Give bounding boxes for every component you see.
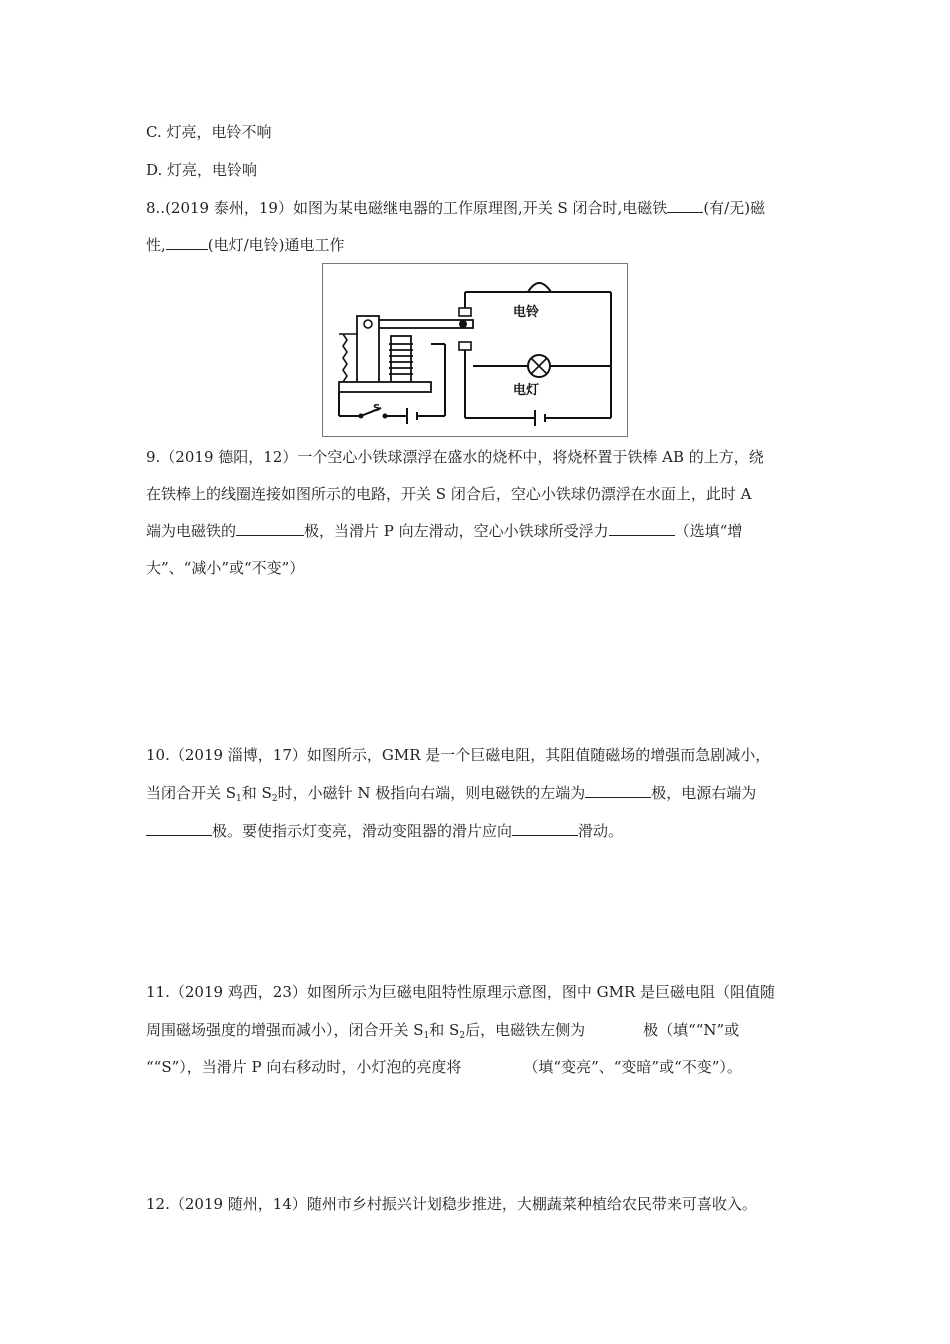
q10-text: 极。要使指示灯变亮，滑动变阻器的滑片应向 xyxy=(212,822,513,840)
relay-circuit-figure xyxy=(322,263,628,437)
q11-line1: 11.（2019 鸡西，23）如图所示为巨磁电阻特性原理示意图，图中 GMR 是巨磁电阻（阻值随 xyxy=(146,983,776,1001)
q10-text: 滑动。 xyxy=(578,822,624,840)
q10-text: 时，小磁针 N 极指向右端，则电磁铁的左端为 xyxy=(277,784,586,802)
bell-label: 电铃 xyxy=(513,305,540,320)
q10-text: 当闭合开关 S xyxy=(146,784,237,802)
q8-line2 xyxy=(146,235,345,255)
q8-blank-1[interactable] xyxy=(667,198,703,213)
q10-blank-2[interactable] xyxy=(146,821,212,836)
q11-text: ““S”），当滑片 P 向右移动时，小灯泡的亮度将 xyxy=(146,1058,462,1076)
q11-text: 后，电磁铁左侧为 xyxy=(465,1021,586,1039)
q12-line1: 12.（2019 随州，14）随州市乡村振兴计划稳步推进，大棚蔬菜种植给农民带来可喜收入。 xyxy=(146,1195,757,1213)
q9-text: 端为电磁铁的 xyxy=(146,522,237,540)
q9-line1: 9.（2019 德阳，12）一个空心小铁球漂浮在盛水的烧杯中，将烧杯置于铁棒 AB 的上方，绕 xyxy=(146,448,764,466)
option-c: C. 灯亮，电铃不响 xyxy=(146,123,272,141)
q10-text: 极，电源右端为 xyxy=(651,784,757,802)
relay-circuit-diagram xyxy=(323,264,627,436)
q9-text: （选填“增 xyxy=(674,522,743,540)
q10-blank-3[interactable] xyxy=(512,821,578,836)
q10-line1: 10.（2019 淄博，17）如图所示，GMR 是一个巨磁电阻，其阻值随磁场的增强而急剧减小， xyxy=(146,746,771,764)
q8-text: 性, xyxy=(146,236,166,254)
q8-blank-2[interactable] xyxy=(166,235,208,250)
q10-line3 xyxy=(146,821,623,841)
q11-subscript: 1 xyxy=(423,1031,430,1041)
q11-text: 周围磁场强度的增强而减小），闭合开关 S xyxy=(146,1021,424,1039)
q8-text: (有/无)磁 xyxy=(703,199,766,217)
lamp-label: 电灯 xyxy=(513,383,540,398)
q11-text: 极（填““N”或 xyxy=(643,1021,740,1039)
q11-text: 和 S xyxy=(429,1021,460,1039)
q8-text: 8..(2019 泰州，19）如图为某电磁继电器的工作原理图,开关 S 闭合时,电磁铁 xyxy=(146,199,668,217)
q10-line2 xyxy=(146,783,756,803)
q11-subscript: 2 xyxy=(459,1031,466,1041)
q11-line3 xyxy=(146,1057,742,1077)
q11-text: （填“变亮”、“变暗”或“不变”）。 xyxy=(523,1058,742,1076)
q10-text: 和 S xyxy=(241,784,272,802)
q9-line3 xyxy=(146,521,742,541)
q8-text: (电灯/电铃)通电工作 xyxy=(207,236,345,254)
q9-line4: 大”、“减小”或“不变”） xyxy=(146,559,305,577)
q10-subscript: 2 xyxy=(271,794,278,804)
q10-subscript: 1 xyxy=(236,794,242,804)
q8-line1 xyxy=(146,198,765,218)
q11-line2 xyxy=(146,1020,739,1040)
q9-blank-1[interactable] xyxy=(236,521,304,536)
switch-label: S xyxy=(373,403,381,414)
q9-line2: 在铁棒上的线圈连接如图所示的电路，开关 S 闭合后，空心小铁球仍漂浮在水面上，此时 A xyxy=(146,485,752,503)
q9-blank-2[interactable] xyxy=(609,521,675,536)
q10-blank-1[interactable] xyxy=(585,783,651,798)
option-d: D. 灯亮，电铃响 xyxy=(146,161,258,179)
q9-text: 极，当滑片 P 向左滑动，空心小铁球所受浮力 xyxy=(304,522,609,540)
